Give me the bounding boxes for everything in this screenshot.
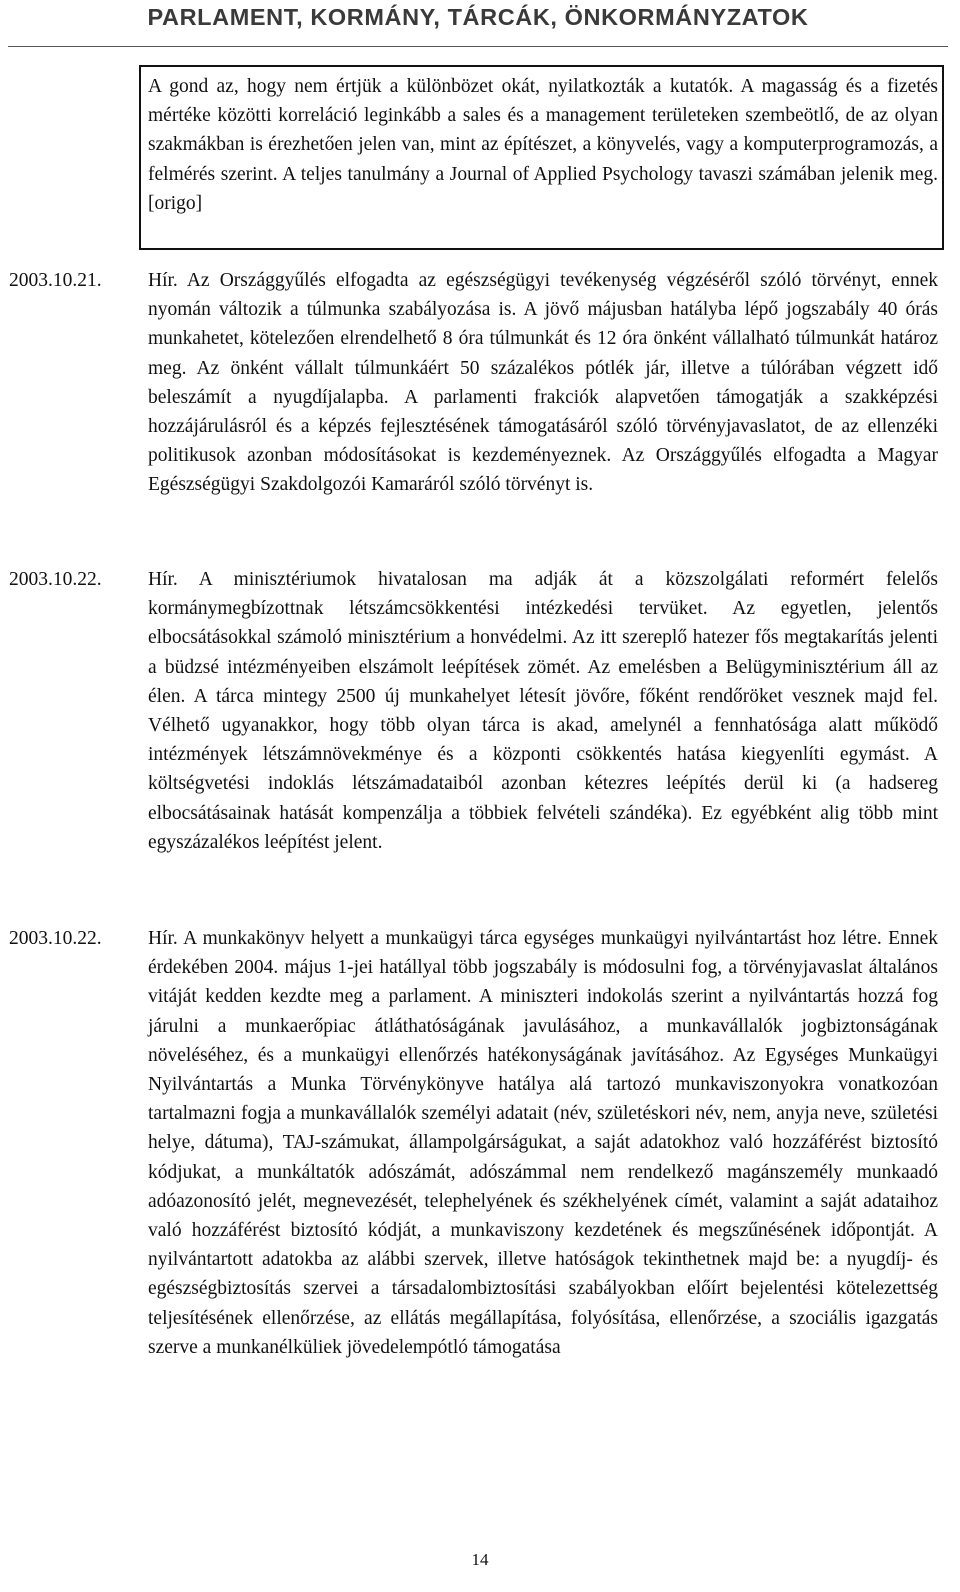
entry-text: Hír. A munkakönyv helyett a munkaügyi tárca egységes munkaügyi nyilvántartást hoz létre. Ennek érdekében 2004. május 1-jei hatállyal több jogszabály is módosulni fog, a törvényjavaslat általános vitáját kedden kezdte meg a parlament. A miniszteri indokolás szerint a nyilvántartás hozzá fog járulni a munkaerőpiac átláthatóságának javulásához, a munkavállalók jogbiztonságának növeléséhez, és a munkaügyi ellenőrzés hatékonyságának javításához. Az Egységes Munkaügyi Nyilvántartás a Munka Törvénykönyve hatálya alá tartozó munkaviszonyokra vonatkozóan tartalmazni fogja a munkavállalók személyi adatait (név, születéskori név, nem, anyja neve, születési helye, dátuma), TAJ-számukat, állampolgárságukat, a saját adatokhoz való hozzáférést biztosító kódjukat, a munkáltatók adószámát, adószámmal nem rendelkező magánszemély munkaadó adóazonosító jelét, megnevezését, telephelyének és székhelyének címét, valamint a saját adataihoz való hozzáférést biztosító kódját, a munkaviszony kezdetének és megszűnésének időpontját. A nyilvántartott adatokba az alábbi szervek, illetve hatóságok tekinthetnek majd be: a nyugdíj- és egészségbiztosítás szervei a társadalombiztosítási szabályokban előírt bejelentési kötelezettség teljesítésének ellenőrzése, az ellátás megállapítása, folyósítása, ellenőrzése, a szociális igazgatás szerve a munkanélküliek jövedelempótló támogatása <box>148 928 938 1358</box>
page-number: 14 <box>471 1550 489 1569</box>
entry-text: Hír. A minisztériumok hivatalosan ma adják át a közszolgálati reformért felelős kormánymegbízottnak létszámcsökkentési intézkedési tervüket. Az egyetlen, jelentős elbocsátásokkal számoló minisztérium a honvédelmi. Az itt szereplő hatezer fős megtakarítás jelenti a büdzsé intézményeiben elszámolt leépítések zömét. Az emelésben a Belügyminisztérium áll az élen. A tárca mintegy 2500 új munkahelyet létesít jövőre, főként rendőröket vesznek majd fel. Vélhető ugyanakkor, hogy több olyan tárca is akad, amelynél a fennhatósága alatt működő intézmények létszámnövekménye és a központi csökkentés hatása kiegyenlíti egymást. A költségvetési indoklás létszámadataiból azonban kétezres leépítés derül ki (a hadsereg elbocsátásainak hatását kompenzálja a többiek felvételi szándéka). Ez egyébként alig több mint egyszázalékos leépítést jelent. <box>148 569 938 853</box>
entry-date: 2003.10.22. <box>9 569 102 590</box>
entry-date: 2003.10.21. <box>9 270 102 291</box>
running-header-title: PARLAMENT, KORMÁNY, TÁRCÁK, ÖNKORMÁNYZATOK <box>147 4 809 30</box>
boxed-excerpt-text: A gond az, hogy nem értjük a különbözet okát, nyilatkozták a kutatók. A magasság és a fizetés mértéke közötti korreláció leginkább a sales és a management területeken szembeötlő, de az olyan szakmákban is érezhetően jelen van, mint az építészet, a könyvelés, vagy a komputerprogramozás, a felmérés szerint. A teljes tanulmány a Journal of Applied Psychology tavaszi számában jelenik meg. [origo] <box>148 76 938 214</box>
entry-date: 2003.10.22. <box>9 928 102 949</box>
entry-text: Hír. Az Országgyűlés elfogadta az egészségügyi tevékenység végzéséről szóló törvényt, ennek nyomán változik a túlmunka szabályozása is. A jövő májusban hatályba lépő jogszabály 40 órás munkahetet, kötelezően elrendelhető 8 óra túlmunkát és 12 óra önként vállalható túlmunkát határoz meg. Az önként vállalt túlmunkáért 50 százalékos pótlék jár, illetve a túlórában végzett idő beleszámít a nyugdíjalapba. A parlamenti frakciók alapvetően támogatják a szakképzési hozzájárulásról és a képzés fejlesztésének támogatásáról szóló törvényjavaslatot, de az ellenzéki politikusok azonban módosításokat is kezdeményeznek. Az Országgyűlés elfogadta a Magyar Egészségügyi Szakdolgozói Kamaráról szóló törvényt is. <box>148 270 938 496</box>
page-header <box>8 2 948 47</box>
